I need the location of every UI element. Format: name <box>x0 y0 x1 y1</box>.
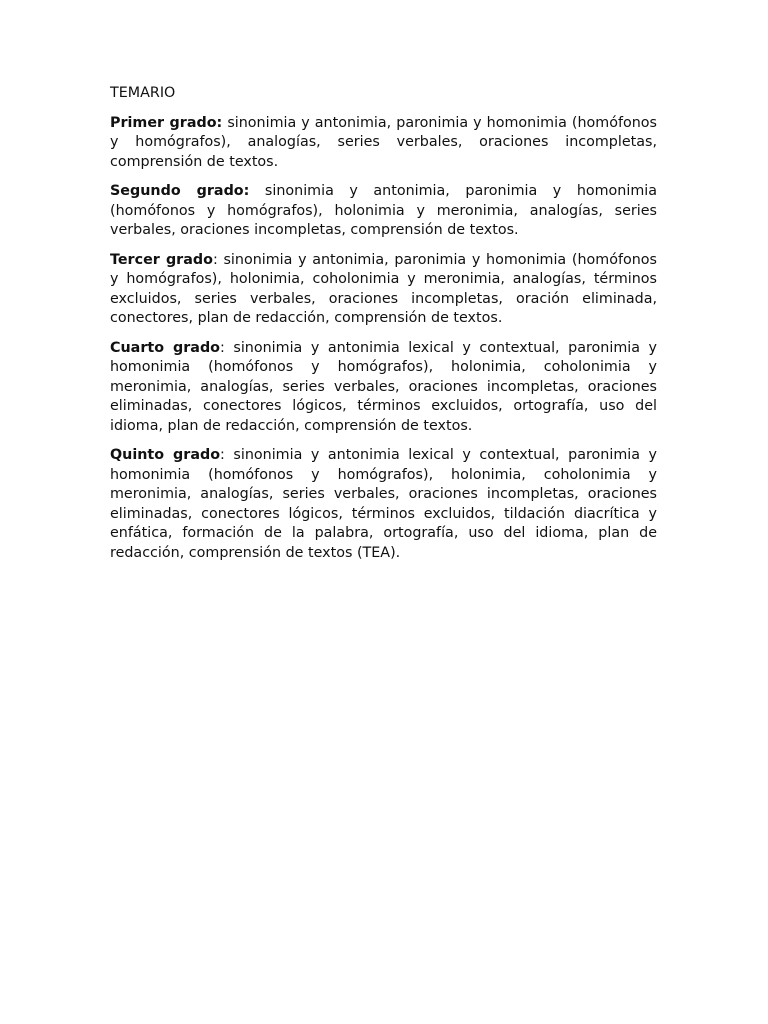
grade-name: Tercer grado <box>110 251 213 268</box>
grade-paragraph-tercer <box>110 251 657 329</box>
grade-paragraph-quinto <box>110 446 657 563</box>
grade-topics: sinonimia y antonimia lexical y contextual, paronimia y homonimia (homófonos y homógrafos), holonimia, coholonimia y meronimia, analogías, series verbales, oraciones incompletas, oraciones eliminadas, conectores lógicos, términos excluidos, ortografía, uso del idioma, plan de redacción, comprensión de textos. <box>110 339 657 434</box>
grade-topics: sinonimia y antonimia, paronimia y homonimia (homófonos y homógrafos), holonimia y meronimia, analogías, series verbales, oraciones incompletas, comprensión de textos. <box>110 183 657 238</box>
grade-topics: sinonimia y antonimia, paronimia y homonimia (homófonos y homógrafos), analogías, series verbales, oraciones incompletas, comprensión de textos. <box>110 114 657 170</box>
grade-separator: : <box>220 339 225 356</box>
grade-paragraph-segundo <box>110 182 657 241</box>
grade-paragraph-primer <box>110 114 657 173</box>
grade-paragraph-cuarto <box>110 339 657 437</box>
grade-topics: sinonimia y antonimia, paronimia y homonimia (homófonos y homógrafos), holonimia, coholonimia y meronimia, analogías, términos excluidos, series verbales, oraciones incompletas, oración eliminada, conectores, plan de redacción, comprensión de textos. <box>110 251 657 326</box>
document-page <box>110 84 657 573</box>
grade-separator: : <box>220 447 225 463</box>
grade-name: Segundo grado: <box>110 183 250 199</box>
grade-separator: : <box>212 251 218 268</box>
grade-name: Quinto grado <box>110 447 221 463</box>
grade-topics: sinonimia y antonimia lexical y contextual, paronimia y homonimia (homófonos y homógrafos), holonimia, coholonimia y meronimia, analogías, series verbales, oraciones incompletas, oraciones eliminadas, conectores lógicos, términos excluidos, tildación diacrítica y enfática, formación de la palabra, ortografía, uso del idioma, plan de redacción, comprensión de textos (TEA). <box>110 447 657 561</box>
document-title: TEMARIO <box>110 85 176 101</box>
grade-name: Cuarto grado <box>110 339 220 356</box>
grade-name: Primer grado: <box>110 114 223 131</box>
